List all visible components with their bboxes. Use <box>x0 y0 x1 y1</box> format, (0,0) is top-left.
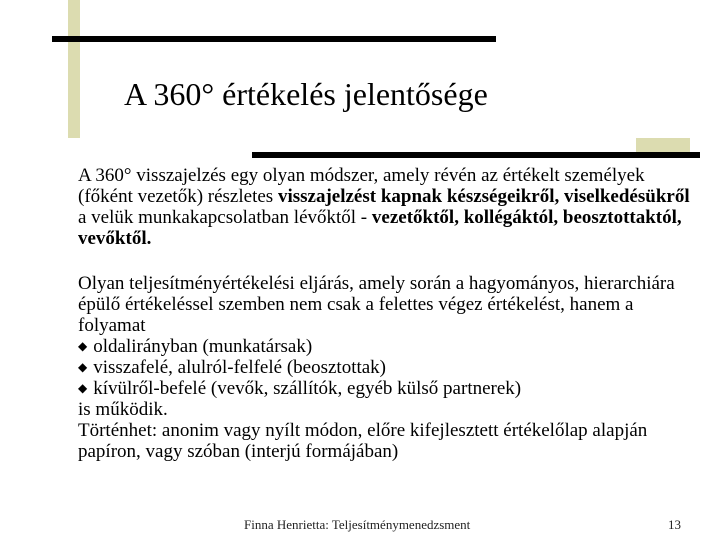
body-rule-line <box>252 152 700 158</box>
process-intro: Olyan teljesítményértékelési eljárás, amely során a hagyományos, hierarchiára épülő értékeléssel szemben nem csak a felettes végez értékelést, hanem a folyamat <box>78 273 675 336</box>
process-outro: is működik. <box>78 399 168 420</box>
decorative-block-left <box>68 0 80 138</box>
bullet-item <box>78 378 700 399</box>
diamond-bullet-icon: ◆ <box>78 339 88 353</box>
page-number: 13 <box>668 517 681 532</box>
diamond-bullet-icon: ◆ <box>78 360 88 374</box>
slide-body <box>78 165 700 462</box>
bullet-text: oldalirányban (munkatársak) <box>93 336 313 357</box>
definition-bold-1: visszajelzést kapnak készségeikről, viselkedésükről <box>277 186 690 207</box>
decorative-block-right <box>636 138 690 152</box>
bullet-text: visszafelé, alulról-felfelé (beosztottak) <box>93 357 387 378</box>
diamond-bullet-icon: ◆ <box>78 381 88 395</box>
bullet-text: kívülről-befelé (vevők, szállítók, egyéb külső partnerek) <box>93 378 522 399</box>
slide-footer: Finna Henrietta: Teljesítménymenedzsment <box>244 517 471 532</box>
title-rule-line <box>52 36 496 42</box>
bullet-item <box>78 336 700 357</box>
process-closing: Történhet: anonim vagy nyílt módon, előre kifejlesztett értékelőlap alapján papíron, vagy szóban (interjú formájában) <box>78 420 648 462</box>
paragraph-process <box>78 273 700 462</box>
paragraph-definition <box>78 165 700 249</box>
definition-text-2: a velük munkakapcsolatban lévőktől - <box>78 207 372 228</box>
slide-title: A 360° értékelés jelentősége <box>124 76 488 112</box>
paragraph-spacer <box>78 249 700 273</box>
definition-text-1: A 360° visszajelzés egy olyan módszer, amely révén az értékelt személyek (főként vezetők) részletes <box>78 165 645 207</box>
bullet-item <box>78 357 700 378</box>
definition-bold-2: vezetőktől, kollégáktól, beosztottaktól, vevőktől. <box>78 207 682 249</box>
